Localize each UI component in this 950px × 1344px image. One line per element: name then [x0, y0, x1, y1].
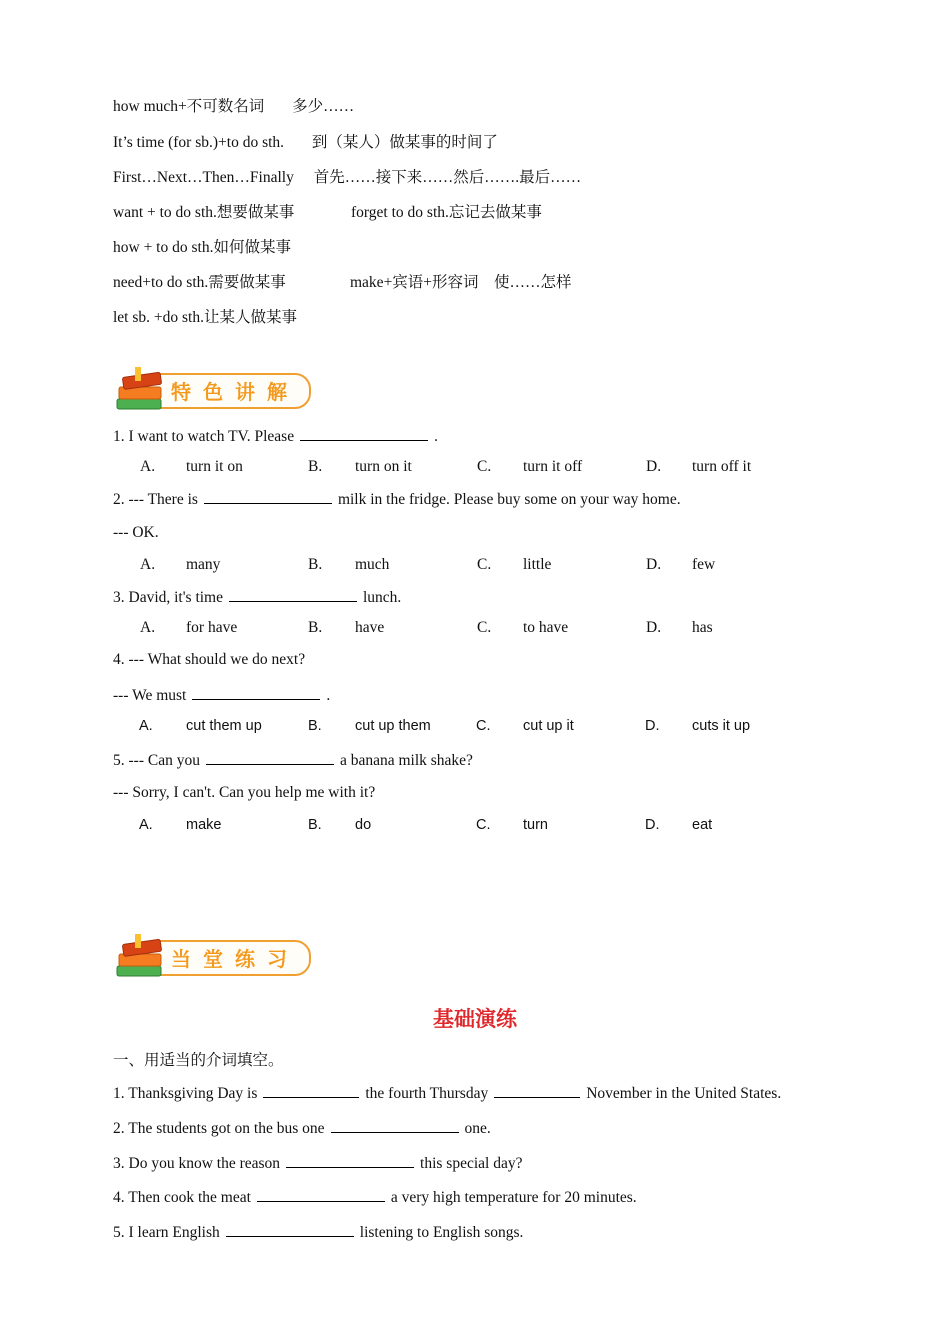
vocab-meaning: 到（某人）做某事的时间了: [311, 134, 498, 151]
question-3: [113, 587, 401, 607]
answer-blank[interactable]: [494, 1083, 580, 1098]
question-1: [113, 426, 438, 446]
answer-blank[interactable]: [206, 750, 334, 765]
option-letter: D.: [646, 619, 662, 636]
vocab-meaning: 首先……接下来……然后…….最后……: [313, 169, 582, 186]
vocab-phrase: how much+不可数名词: [113, 98, 265, 115]
exercise-text: the fourth Thursday: [365, 1085, 489, 1102]
question-text-end: .: [326, 687, 331, 704]
option-letter: B.: [308, 619, 323, 636]
option-letter: D.: [646, 458, 662, 475]
option-letter: A.: [140, 458, 156, 475]
question-text: 2. --- There is: [113, 491, 198, 508]
option-a[interactable]: cut them up: [186, 718, 262, 734]
option-letter: C.: [477, 556, 492, 573]
answer-blank[interactable]: [229, 587, 357, 602]
question-5-reply: --- Sorry, I can't. Can you help me with it?: [113, 784, 376, 801]
option-letter: B.: [308, 817, 322, 833]
vocab-line-6: need+to do sth.需要做某事: [113, 274, 286, 291]
question-text-end: .: [434, 428, 438, 445]
exercise-5: [113, 1222, 523, 1242]
section-title: 基础演练: [433, 1007, 517, 1031]
question-2-reply: --- OK.: [113, 524, 159, 541]
option-c[interactable]: turn: [523, 817, 548, 833]
section-banner-practice: [113, 932, 313, 984]
vocab-line-5: how + to do sth.如何做某事: [113, 239, 291, 256]
exercise-1: [113, 1083, 781, 1103]
banner-title: 特色讲解: [171, 380, 299, 404]
answer-blank[interactable]: [331, 1118, 459, 1133]
question-text-end: milk in the fridge. Please buy some on your way home.: [337, 491, 681, 508]
option-a[interactable]: turn it on: [186, 458, 243, 475]
option-letter: D.: [645, 817, 660, 833]
answer-blank[interactable]: [263, 1083, 359, 1098]
section-banner-feature: [113, 365, 313, 417]
option-d[interactable]: turn off it: [692, 458, 752, 475]
vocab-line-7: let sb. +do sth.让某人做某事: [113, 309, 297, 326]
option-letter: C.: [477, 619, 492, 636]
option-letter: A.: [140, 619, 156, 636]
exercise-text: one.: [464, 1120, 491, 1137]
question-text: 1. I want to watch TV. Please: [113, 428, 295, 445]
exercise-text: 2. The students got on the bus one: [113, 1120, 325, 1137]
option-letter: B.: [308, 556, 323, 573]
exercise-text: this special day?: [420, 1155, 523, 1172]
option-a[interactable]: make: [186, 817, 222, 833]
question-5: [113, 750, 473, 770]
option-c[interactable]: cut up it: [523, 718, 574, 734]
vocab-line-4-b: forget to do sth.忘记去做某事: [351, 204, 542, 221]
question-4-line-2: [113, 685, 330, 705]
vocab-line-6-b: make+宾语+形容词 使……怎样: [350, 274, 572, 291]
question-text-end: a banana milk shake?: [339, 752, 473, 769]
exercise-text: 3. Do you know the reason: [113, 1155, 281, 1172]
answer-blank[interactable]: [192, 685, 320, 700]
option-b[interactable]: do: [355, 817, 372, 833]
vocab-meaning: 多少……: [292, 98, 355, 115]
exercise-text: 5. I learn English: [113, 1224, 220, 1241]
question-text-end: lunch.: [363, 589, 402, 606]
answer-blank[interactable]: [286, 1153, 414, 1168]
option-c[interactable]: turn it off: [523, 458, 583, 475]
question-4: 4. --- What should we do next?: [113, 651, 306, 668]
vocab-line-3: [113, 165, 581, 187]
option-b[interactable]: turn on it: [355, 458, 412, 475]
option-letter: C.: [477, 458, 492, 475]
option-letter: B.: [308, 718, 322, 734]
books-icon: [113, 365, 173, 417]
exercise-2: [113, 1118, 491, 1138]
option-letter: C.: [476, 718, 491, 734]
option-letter: D.: [646, 556, 662, 573]
option-letter: A.: [139, 817, 153, 833]
option-a[interactable]: many: [186, 556, 221, 573]
question-text: --- We must: [113, 687, 187, 704]
option-c[interactable]: little: [523, 556, 552, 573]
exercise-3: [113, 1153, 522, 1173]
option-letter: A.: [140, 556, 156, 573]
vocab-phrase: It’s time (for sb.)+to do sth.: [113, 134, 285, 151]
exercise-title: 一、用适当的介词填空。: [113, 1052, 284, 1069]
option-b[interactable]: cut up them: [355, 718, 431, 734]
answer-blank[interactable]: [300, 426, 428, 441]
vocab-line-1: [113, 94, 354, 116]
books-icon: [113, 932, 173, 984]
banner-title: 当堂练习: [171, 947, 299, 971]
question-text: 3. David, it's time: [113, 589, 223, 606]
vocab-line-4: [113, 200, 294, 222]
question-text: 5. --- Can you: [113, 752, 200, 769]
option-d[interactable]: few: [692, 556, 716, 573]
question-2: [113, 489, 681, 509]
option-b[interactable]: have: [355, 619, 385, 636]
answer-blank[interactable]: [226, 1222, 354, 1237]
option-b[interactable]: much: [355, 556, 390, 573]
exercise-4: [113, 1187, 637, 1207]
exercise-text: 1. Thanksgiving Day is: [113, 1085, 258, 1102]
answer-blank[interactable]: [204, 489, 332, 504]
option-d[interactable]: cuts it up: [692, 718, 751, 734]
exercise-text: 4. Then cook the meat: [113, 1189, 251, 1206]
exercise-text: listening to English songs.: [359, 1224, 524, 1241]
option-c[interactable]: to have: [523, 619, 569, 636]
answer-blank[interactable]: [257, 1187, 385, 1202]
vocab-line-2: [113, 130, 498, 152]
option-letter: C.: [476, 817, 491, 833]
exercise-text: November in the United States.: [586, 1085, 782, 1102]
vocab-phrase: want + to do sth.想要做某事: [113, 204, 295, 221]
option-d[interactable]: has: [692, 619, 713, 636]
option-letter: A.: [139, 718, 153, 734]
exercise-text: a very high temperature for 20 minutes.: [390, 1189, 637, 1206]
option-d[interactable]: eat: [692, 817, 713, 833]
option-letter: D.: [645, 718, 660, 734]
option-a[interactable]: for have: [186, 619, 238, 636]
vocab-phrase: First…Next…Then…Finally: [113, 169, 294, 186]
option-letter: B.: [308, 458, 323, 475]
